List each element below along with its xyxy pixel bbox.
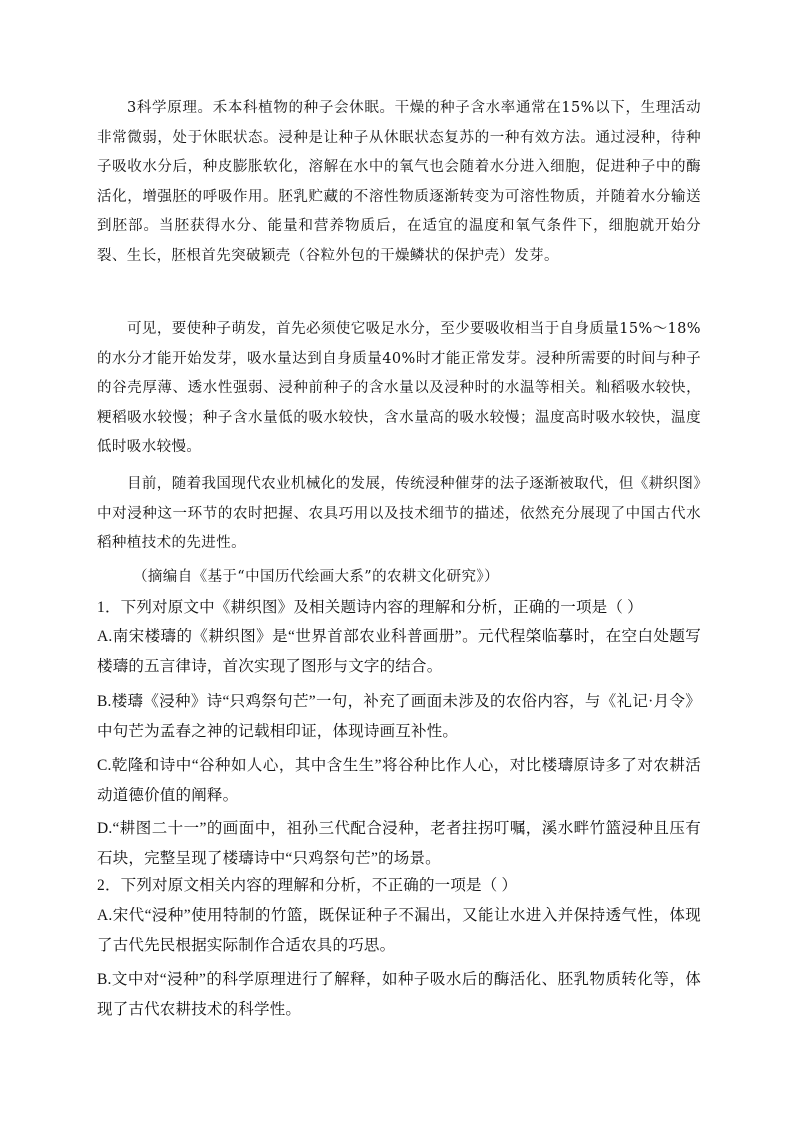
question-2-option-b: B.文中对“浸种”的科学原理进行了解释，如种子吸水后的酶活化、胚乳物质转化等，体现了古代农耕技术的科学性。	[97, 971, 701, 1018]
question-2-stem: 2．下列对原文相关内容的理解和分析，不正确的一项是（ ）	[97, 877, 518, 894]
question-1-option-a: A.南宋楼璹的《耕织图》是“世界首部农业科普画册”。元代程棨临摹时，在空白处题写楼璹的五言律诗，首次实现了图形与文字的结合。	[97, 628, 701, 675]
passage-paragraph-2: 可见，要使种子萌发，首先必须使它吸足水分，至少要吸收相当于自身质量15%～18%的水分才能开始发芽，吸水量达到自身质量40%时才能正常发芽。浸种所需要的时间与种子的谷壳厚薄、透水性强弱、浸种前种子的含水量以及浸种时的水温等相关。籼稻吸水较快，粳稻吸水较慢；种子含水量低的吸水较快，含水量高的吸水较慢；温度高时吸水较快，温度低时吸水较慢。	[97, 321, 701, 455]
question-1-option-c: C.乾隆和诗中“谷种如人心，其中含生生”将谷种比作人心，对比楼璹原诗多了对农耕活动道德价值的阐释。	[97, 757, 701, 804]
passage-paragraph-3: 目前，随着我国现代农业机械化的发展，传统浸种催芽的法子逐渐被取代，但《耕织图》中对浸种这一环节的农时把握、农具巧用以及技术细节的描述，依然充分展现了中国古代水稻种植技术的先进性。	[97, 476, 701, 551]
passage-source: （摘编自《基于“中国历代绘画大系”的农耕文化研究》）	[133, 569, 499, 585]
question-1-option-b: B.楼璹《浸种》诗“只鸡祭句芒”一句，补充了画面未涉及的农俗内容，与《礼记·月令》中句芒为孟春之神的记载相印证，体现诗画互补性。	[97, 693, 701, 740]
passage-paragraph-1: 3科学原理。禾本科植物的种子会休眠。干燥的种子含水率通常在15%以下，生理活动非常微弱，处于休眠状态。浸种是让种子从休眠状态复苏的一种有效方法。通过浸种，待种子吸收水分后，种皮膨胀软化，溶解在水中的氧气也会随着水分进入细胞，促进种子中的酶活化，增强胚的呼吸作用。胚乳贮藏的不溶性物质逐渐转变为可溶性物质，并随着水分输送到胚部。当胚获得水分、能量和营养物质后，在适宜的温度和氧气条件下，细胞就开始分裂、生长，胚根首先突破颖壳（谷粒外包的干燥鳞状的保护壳）发芽。	[97, 100, 701, 264]
question-1-option-d: D.“耕图二十一”的画面中，祖孙三代配合浸种，老者拄拐叮嘱，溪水畔竹篮浸种且压有石块，完整呈现了楼璹诗中“只鸡祭句芒”的场景。	[97, 820, 701, 867]
question-2-option-a: A.宋代“浸种”使用特制的竹篮，既保证种子不漏出，又能让水进入并保持透气性，体现了古代先民根据实际制作合适农具的巧思。	[97, 907, 701, 954]
question-1-stem: 1．下列对原文中《耕织图》及相关题诗内容的理解和分析，正确的一项是（ ）	[97, 599, 643, 616]
